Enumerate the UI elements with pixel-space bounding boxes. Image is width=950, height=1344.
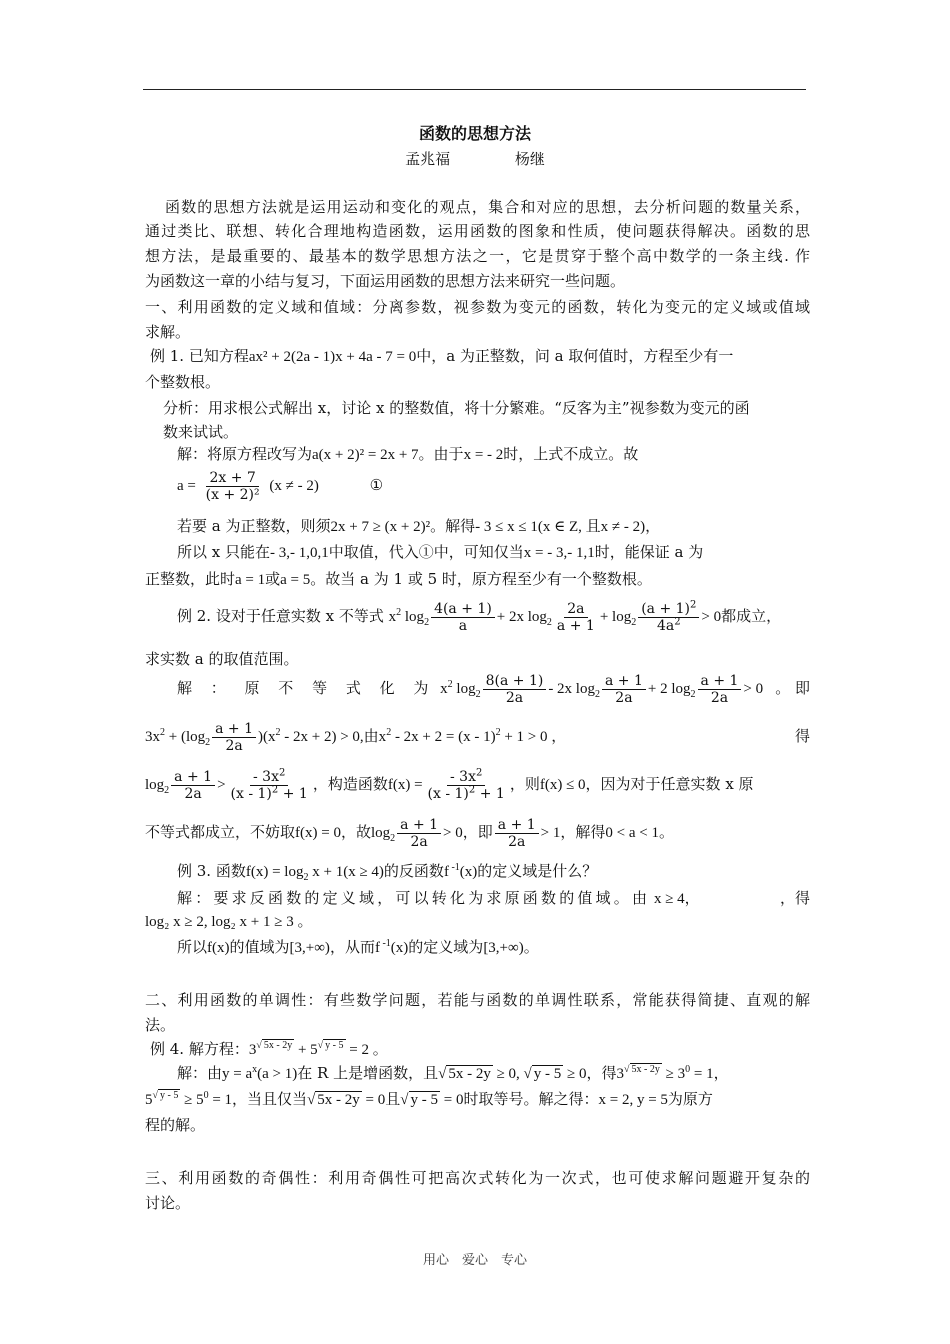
text: 在 R 上是增函数，且 <box>297 1064 439 1082</box>
formula: f $^{-1}$(x) <box>443 862 478 880</box>
fraction: $\frac{a + 1}{2a}$ <box>397 817 441 850</box>
ex2-line-3 <box>177 670 810 707</box>
formula: $x^2$ $\log_2$ <box>388 607 430 628</box>
formula: [3,+∞) <box>483 940 524 956</box>
formula: $f(x) = \log_2 x + 1(x \ge 4)$ <box>245 864 384 883</box>
text: 中取值，代入①中，可知仅当 <box>328 543 524 561</box>
ex3-line-2 <box>177 888 810 909</box>
fraction: $\frac{4(a + 1)}{a}$ <box>431 601 495 634</box>
formula: $\log_2$ <box>370 825 396 844</box>
text: 。 <box>523 938 539 956</box>
text: 得 <box>794 727 810 745</box>
formula: + 2x $\log_2$ <box>496 609 552 628</box>
author-2: 杨继 <box>514 150 545 168</box>
fraction <box>203 470 263 503</box>
ex4-line-3 <box>145 1089 810 1110</box>
text: 都成立， <box>721 607 782 625</box>
text: 的定义域为 <box>408 938 484 956</box>
intro-line-4: 为函数这一章的小结与复习，下面运用函数的思想方法来研究一些问题。 <box>145 272 626 290</box>
formula: $3^{√ 5x - 2y} + 5^{√ y - 5} = 2$ 。 <box>248 1040 388 1058</box>
ex1-formula-a <box>177 468 842 503</box>
ex2-line-6 <box>145 814 810 851</box>
formula: x ≥ 4， <box>650 891 700 907</box>
formula: > <box>217 777 226 793</box>
formula: a = 1或a = 5 <box>235 572 311 588</box>
fraction: $\frac{2a}{a + 1}$ <box>556 600 595 634</box>
text: ，从而 <box>329 938 375 956</box>
text: ，解得 <box>560 823 606 841</box>
formula: a(x + 2)² = 2x + 7 <box>312 447 419 463</box>
formula: - 2x $\log_2$ <box>548 681 600 700</box>
ex4-line-2 <box>177 1063 842 1084</box>
ex1-line-2: 个整数根。 <box>145 373 221 391</box>
text: ，构造函数 <box>312 775 388 793</box>
formula: [3,+∞) <box>289 940 330 956</box>
text: 。 <box>658 823 674 841</box>
circled-one: ① <box>369 476 384 494</box>
ex1-question: 中，a 为正整数，问 a 取何值时，方程至少有一 <box>416 347 734 365</box>
formula: )$(x^2 - 2x + 2) > 0$,由$x^2 - 2x + 2 = (x - 1)^2 + 1 > 0$ ， <box>258 727 567 745</box>
text: ，当且仅当 <box>232 1090 308 1108</box>
page-title: 函数的思想方法 <box>418 124 531 143</box>
section-2-heading-cont: 法。 <box>145 1016 176 1034</box>
text: ，因为对于任意实数 x 原 <box>585 775 754 793</box>
text: ，得 <box>586 1064 617 1082</box>
formula: > 0 <box>701 609 722 625</box>
ex1-line-1 <box>150 346 815 367</box>
fraction: $\frac{a + 1}{2a}$ <box>698 673 742 706</box>
formula: > 0 <box>743 681 764 697</box>
fraction: $\frac{8(a + 1)}{2a}$ <box>483 673 547 706</box>
text: 时取等号。解之得： <box>463 1090 599 1108</box>
text: 的定义域是什么？ <box>477 862 598 880</box>
ex4-line-1 <box>150 1039 815 1060</box>
text: 的值域为 <box>229 938 290 956</box>
fraction: $\frac{a + 1}{2a}$ <box>171 769 215 802</box>
ex2-line-2: 求实数 a 的取值范围。 <box>145 650 299 668</box>
text: 的反函数 <box>383 862 444 880</box>
ex4-line-4: 程的解。 <box>145 1116 206 1134</box>
ex1-solution-1 <box>177 444 842 465</box>
formula: $x^2$ $\log_2$ <box>440 679 481 700</box>
formula: - 3,- 1,0,1 <box>270 545 329 561</box>
fraction: $\frac{- 3x^2}{(x - 1)^2 + 1}$ <box>427 766 505 802</box>
formula: > 1 <box>540 825 561 841</box>
formula: $3x^2 + (\log_2$ <box>145 727 211 748</box>
formula: x = - 3,- 1,1 <box>523 545 595 561</box>
text: 例 4. 解方程： <box>150 1040 249 1058</box>
ex1-result-2 <box>177 542 810 563</box>
formula: - 3 ≤ x ≤ 1(x ∈ Z, 且x ≠ - 2) <box>475 519 646 535</box>
text: ，故 <box>340 823 371 841</box>
formula: $y = a^x(a > 1)$ <box>222 1064 298 1082</box>
formula: x = - 2 <box>463 447 504 463</box>
text: 。解得 <box>430 517 476 535</box>
text: 例 2. 设对于任意实数 x 不等式 <box>177 607 384 625</box>
section-3-heading: 三、利用函数的奇偶性：利用奇偶性可把高次式转化为一次式，也可使求解问题避开复杂的 <box>145 1169 810 1187</box>
ex1-result-1 <box>177 516 842 537</box>
text: 解：由 <box>177 1064 223 1082</box>
intro-line-2: 通过类比、联想、转化合理地构造函数，运用函数的图象和性质，使问题获得解决。函数的思 <box>145 222 810 240</box>
formula: 2x + 7 ≥ (x + 2)² <box>330 519 431 535</box>
text: 所以 <box>177 938 208 956</box>
ex3-line-3: log₂ x ≥ 2, log₂ x + 1 ≥ 3 。 <box>145 914 313 930</box>
text: ，则 <box>509 775 540 793</box>
formula: + 2 $\log_2$ <box>647 681 696 700</box>
text: 解 ： 原 不 等 式 化 为 <box>177 679 436 697</box>
page-footer: 用心 爱心 专心 <box>422 1253 527 1268</box>
formula: f(x) = 0 <box>295 825 341 841</box>
intro-line-1: 函数的思想方法就是运用运动和变化的观点，集合和对应的思想，去分析问题的数量关系， <box>165 198 810 216</box>
formula: √ 5x - 2y ≥ 0, √ y - 5 ≥ 0 <box>438 1066 587 1082</box>
ex1-label: 例 1. 已知方程 <box>150 347 249 365</box>
header-rule <box>143 89 806 90</box>
formula: f(x) ≤ 0 <box>539 777 586 793</box>
section-2-heading: 二、利用函数的单调性：有些数学问题，若能与函数的单调性联系，常能获得简捷、直观的解 <box>145 991 810 1009</box>
ex1-analysis-1: 分析：用求根公式解出 x，讨论 x 的整数值，将十分繁难。“反客为主”视参数为变元的函 <box>163 399 750 417</box>
formula: $\log_2$ <box>145 777 170 796</box>
ex2-line-5 <box>145 766 810 803</box>
numerator: 2x + 7 <box>206 470 258 487</box>
text: 时，上式不成立。故 <box>503 445 639 463</box>
ex1-equation: ax² + 2(2a - 1)x + 4a - 7 = 0 <box>248 349 417 365</box>
authors <box>0 148 950 169</box>
text: 正整数，此时 <box>145 570 236 588</box>
text: 为原方 <box>667 1090 713 1108</box>
ex2-line-4 <box>145 718 810 755</box>
text: 解：要求反函数的定义域，可以转化为求原函数的值域。由 <box>177 889 651 907</box>
formula: $5^{√ y - 5} \ge 5^0 = 1$ <box>145 1090 233 1108</box>
text: 例 3. 函数 <box>177 862 246 880</box>
ex1-result-3 <box>145 569 810 590</box>
section-3-heading-cont: 讨论。 <box>145 1194 191 1212</box>
fraction: $\frac{a + 1}{2a}$ <box>212 721 256 754</box>
ex3-line-4 <box>177 937 842 958</box>
denominator: (x + 2)² <box>205 486 260 503</box>
formula: $3^{√ 5x - 2y} \ge 3^0 = 1$， <box>616 1064 729 1082</box>
formula: 0 < a < 1 <box>605 825 659 841</box>
section-1-heading: 一、利用函数的定义域和值域：分离参数，视参数为变元的函数，转化为变元的定义域或值域 <box>145 298 810 316</box>
formula: x = 2, y = 5 <box>598 1092 668 1108</box>
text: 。 即 <box>775 679 810 697</box>
ex3-line-1 <box>177 861 842 882</box>
text: 。由于 <box>418 445 464 463</box>
fraction: $\frac{a + 1}{2a}$ <box>602 673 646 706</box>
fraction: $\frac{- 3x^2}{(x - 1)^2 + 1}$ <box>230 766 308 802</box>
text: 解：将原方程改写为 <box>177 445 313 463</box>
fraction: $\frac{(a + 1)^2}{4a^2}$ <box>638 601 699 634</box>
text: 。故当 a 为 1 或 5 时，原方程至少有一个整数根。 <box>310 570 652 588</box>
text: ， <box>645 517 661 535</box>
text: 不等式都成立，不妨取 <box>145 823 296 841</box>
text: 时，能保证 a 为 <box>594 543 704 561</box>
text: ，即 <box>462 823 493 841</box>
var-a: a = <box>177 478 196 494</box>
formula: f $^{-1}$(x) <box>374 938 409 956</box>
intro-line-3: 想方法，是最重要的、最基本的数学思想方法之一，它是贯穿于整个高中数学的一条主线. 作 <box>145 247 810 265</box>
formula: + $\log_2$ <box>599 609 637 628</box>
formula: √ 5x - 2y = 0且√ y - 5 = 0 <box>307 1092 464 1108</box>
formula: f(x) <box>207 940 230 956</box>
formula: > 0 <box>443 825 463 841</box>
text: 若要 a 为正整数，则须 <box>177 517 331 535</box>
ex2-line-1 <box>177 598 842 635</box>
ex1-analysis-2: 数来试试。 <box>163 423 239 441</box>
text: 所以 x 只能在 <box>177 543 270 561</box>
formula: f(x) = <box>387 777 423 793</box>
fraction: $\frac{a + 1}{2a}$ <box>495 817 539 850</box>
section-1-heading-cont: 求解。 <box>145 323 191 341</box>
text: ，得 <box>779 889 810 907</box>
author-1: 孟兆福 <box>405 150 451 168</box>
condition: (x ≠ - 2) <box>269 478 319 494</box>
